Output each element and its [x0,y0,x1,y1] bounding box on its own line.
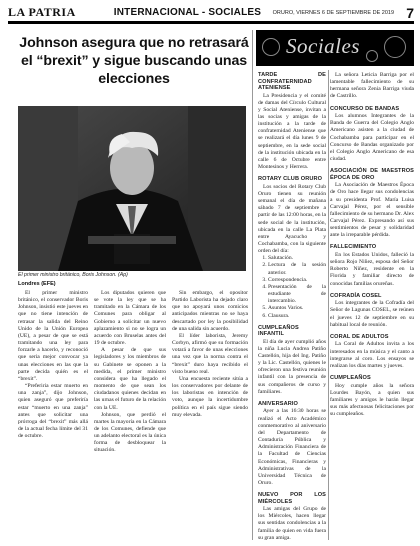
notice-heading: TARDE DE CONFRATERNIDAD ATENIENSE [258,72,326,91]
agenda-item: 1. Salutación. [268,255,326,262]
notice-heading: CUMPLEAÑOS [330,375,371,381]
notice-heading: NUEVO POR LOS MIÉRCOLES [258,492,326,505]
page-header [8,6,414,24]
notice-text: La Coral de Adultos invita a los interesados en la música y el canto a integrarse al coro. Los ensayos se realizan los días martes y jueves. [330,341,414,369]
article-paragraph: El primer ministro británico, el conservador Boris Johnson, insistió este jueves en que no tiene intención de retrasar la salida del Reino Unido de la Unión Europea (UE), a pesar de que se está tramitando una ley para forzarle a hacerlo, y reconoció que seria mejor convocar ya unas elecciones en las que la parte decida quién es el “brexit”. [18,290,88,382]
notice-text: En los Estados Unidos, falleció la señora Rojo Niñez, esposa del Señor Roberto Niñez, residente en la Florida y familiar directo de conocidas familias orureñas. [330,251,414,287]
column-divider [252,30,253,540]
page-number: 7 [406,4,414,21]
photo-illustration [18,106,246,271]
article-paragraph: Los diputados quieren que se vote la ley que se ha tramitado en la Cámara de los Comunes para obligar al Gobierno a solicitar un nuevo aplazamiento si no se logra un acuerdo con Bruselas antes del 19 de octubre. [94,290,166,347]
agenda-item: 4. Presentación de la estudiante de intercambio. [268,284,326,305]
notice-text: Los alumnos Integrantes de la Banda de Guerra del Colegio Anglo Americano asisten a la ciudad de Cochabamba para participar en el Concurso de Bandas organizado por el Colegio Anglo Americano de esa ciudad. [330,113,414,163]
notice-text: Los socios del Rotary Club Oruro tienen su reunión semanal el día de mañana sábado 7 de septiembre a partir de las 12:00 horas, en la sede social de la institución, ubicada en la calle La Plata entre Ayacucho y Cochabamba, con la siguiente orden del día: [258,183,326,255]
dateline: ORURO, VIERNES 6 DE SEPTIEMBRE DE 2019 [272,9,394,16]
article-paragraph: Sin embargo, el opositor Partido Laborista ha dejado claro que no apoyará unos comicios anticipados mientras no se haya descartado por ley la posibilidad de una salida sin acuerdo. [172,290,248,332]
sociales-banner [256,30,414,66]
agenda-item: 2. Lectura de la sesión anterior. [268,262,326,276]
column-divider [328,70,329,540]
notice-heading: ASOCIACIÓN DE MAESTROS ÉPOCA DE ORO [330,168,414,181]
newspaper-brand: LA PATRIA [8,5,76,19]
notice-text: El día de ayer cumplió años la niña Lucia Andrea Patiño Castellón, hija del Ing. Patiño y la Lic. Castellón, quienes le ofrecieron una festiva reunión infantil con la presencia de sus compañeros de curso y familiares. [258,338,326,395]
decorative-ring [384,36,406,58]
notice-text: Hoy cumple años la señora Lourdes Bayón, a quien sus familiares y amigos le harán llegar sus más afectuosas felicitaciones por su cumpleaños. [330,382,414,418]
sociales-title: Sociales [286,34,360,58]
notice-heading: CONCURSO DE BANDAS [330,105,400,112]
notice-heading: COFRADÍA COSEL [330,292,382,299]
article-paragraph: A pesar de que sus legisladores y los miembros de su Gabinete se oponen a la medida, el primer ministro considera que ha llegado el momento de que sean los ciudadanos quienes decidan en las urnas el futuro de la relación con la UE. [94,347,166,411]
notice-text: La Asociación de Maestros Época de Oro hace llegar sus condolencias a su presidenta Prof. María Luisa Carvajal Pérez, por el sensible fallecimiento de su hermano Dr. Alex Carvajal Pérez. Expresando así sus sentimientos de pesar y solidaridad ante la irreparable pérdida. [330,182,414,239]
article-paragraph: “Preferiria estar muerto en una zanja”, dijo Johnson, quien aseguró que preferiría estar “muerto en una zanja” antes que solicitar una prórroga del “brexit” más allá de la actual fecha límite del 31 de octubre. [18,383,88,440]
notice-heading: ROTARY CLUB ORURO [258,176,323,183]
agenda-list [258,255,326,319]
article-column-1 [18,290,88,440]
sociales-column-center [258,72,326,542]
section-title: INTERNACIONAL - SOCIALES [113,7,262,18]
notice-text: Las amigas del Grupo de los Miércoles, hacen llegar sus sentidas condolencias a la familia de quien en vida fuera su gran amiga. [258,506,326,541]
agenda-item: 3. Correspondencia. [268,277,326,284]
article-column-2 [94,290,166,455]
article-paragraph: Una encuesta reciente sitúa a los conservadores por delante de los laboristas en intención de voto, aunque la incertidumbre política en el país sigue siendo muy elevada. [172,375,248,418]
notice-text: Los integrantes de la Cofradía del Señor de Lagunas COSEL, se reúnen el jueves 12 de septiembre en su habitual local de reunión. [330,300,414,328]
notice-text: La Presidencia y el comité de damas del Círculo Cultural y Social Ateniense, invitan a las socias y amigas de la institución a la tarde de confraternidad Ateniense que se realizará el día lunes 9 de septiembre, en la sede social de la institución ubicada en la calle 6 de Octubre entre Montesinos y Herrera. [258,92,326,171]
photo-caption: El primer ministro británico, Boris Johnson. (Ap) [18,272,128,278]
article-photo [18,106,246,271]
article-column-3 [172,290,248,419]
article-paragraph: El líder laborista, Jeremy Corbyn, afirmó que su formación votará a favor de unas elecciones una vez que la norma contra el “brexit” duro haya recibido el visto bueno real. [172,332,248,375]
notice-text: La señora Leticia Barriga por el lamentable fallecimiento de su hermana señora Zenia Barriga viuda de Castrillo. [330,72,414,100]
agenda-item: 6. Clausura. [268,313,326,320]
notice-heading: FALLECIMIENTO [330,244,377,251]
notice-text: Ayer a las 16:30 horas se realizó el Acto Académico conmemorativo al aniversario del Departamento de Contaduría Pública y Administración Financiera de la Facultad de Ciencias Económicas, Financieras y Administrativas de la Universidad Técnica de Oruro. [258,408,326,486]
agenda-item: 5. Asuntos Varios. [268,305,326,312]
notice-heading: ANIVERSARIO [258,400,298,407]
article-headline: Johnson asegura que no retrasará el “brexit” y sigue buscando unas elecciones [19,35,249,87]
decorative-ring [366,50,378,62]
article-byline: Londres (EFE) [18,281,56,287]
notice-heading: CUMPLEAÑOS INFANTIL [258,324,299,338]
notice-heading: CORAL DE ADULTOS [330,333,389,340]
decorative-ring [262,38,280,56]
sociales-column-right [330,72,414,418]
article-paragraph: Johnson, que perdió el martes la mayoría en la Cámara de los Comunes, defiende que un adelanto electoral es la única forma de desbloquear la situación. [94,411,166,454]
